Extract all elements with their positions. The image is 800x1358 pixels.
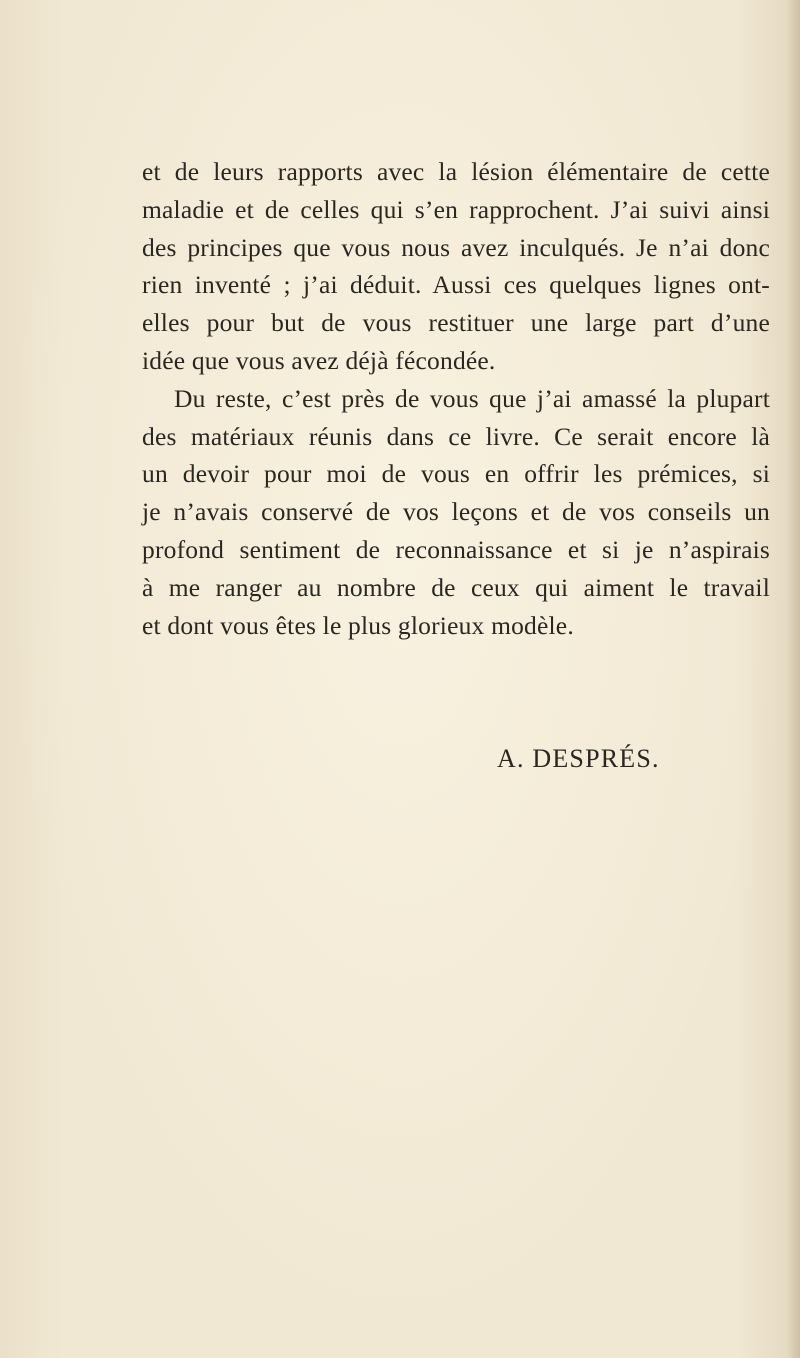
signature: A. DESPRÉS.	[497, 744, 660, 773]
text-line: un devoir pour moi de vous en offrir les prémices, si	[142, 459, 770, 489]
text-line: et dont vous êtes le plus glorieux modèle.	[142, 610, 574, 640]
body-text	[142, 153, 770, 644]
text-line: des matériaux réunis dans ce livre. Ce serait encore là	[142, 421, 770, 451]
text-line: à me ranger au nombre de ceux qui aiment le travail	[142, 572, 770, 602]
text-line: profond sentiment de reconnaissance et si je n’aspirais	[142, 534, 770, 564]
text-line: je n’avais conservé de vos leçons et de vos conseils un	[142, 497, 770, 527]
text-line: maladie et de celles qui s’en rapprochent. J’ai suivi ainsi	[142, 194, 770, 224]
text-line: des principes que vous nous avez inculqués. Je n’ai donc	[142, 232, 770, 262]
text-line: et de leurs rapports avec la lésion élémentaire de cette	[142, 157, 770, 186]
page-edge-shadow	[786, 0, 800, 1358]
text-line: Du reste, c’est près de vous que j’ai amassé la plupart	[174, 383, 770, 413]
text-line: elles pour but de vous restituer une large part d’une	[142, 308, 770, 338]
text-line: idée que vous avez déjà fécondée.	[142, 345, 496, 375]
text-line: rien inventé ; j’ai déduit. Aussi ces quelques lignes ont-	[142, 270, 770, 300]
